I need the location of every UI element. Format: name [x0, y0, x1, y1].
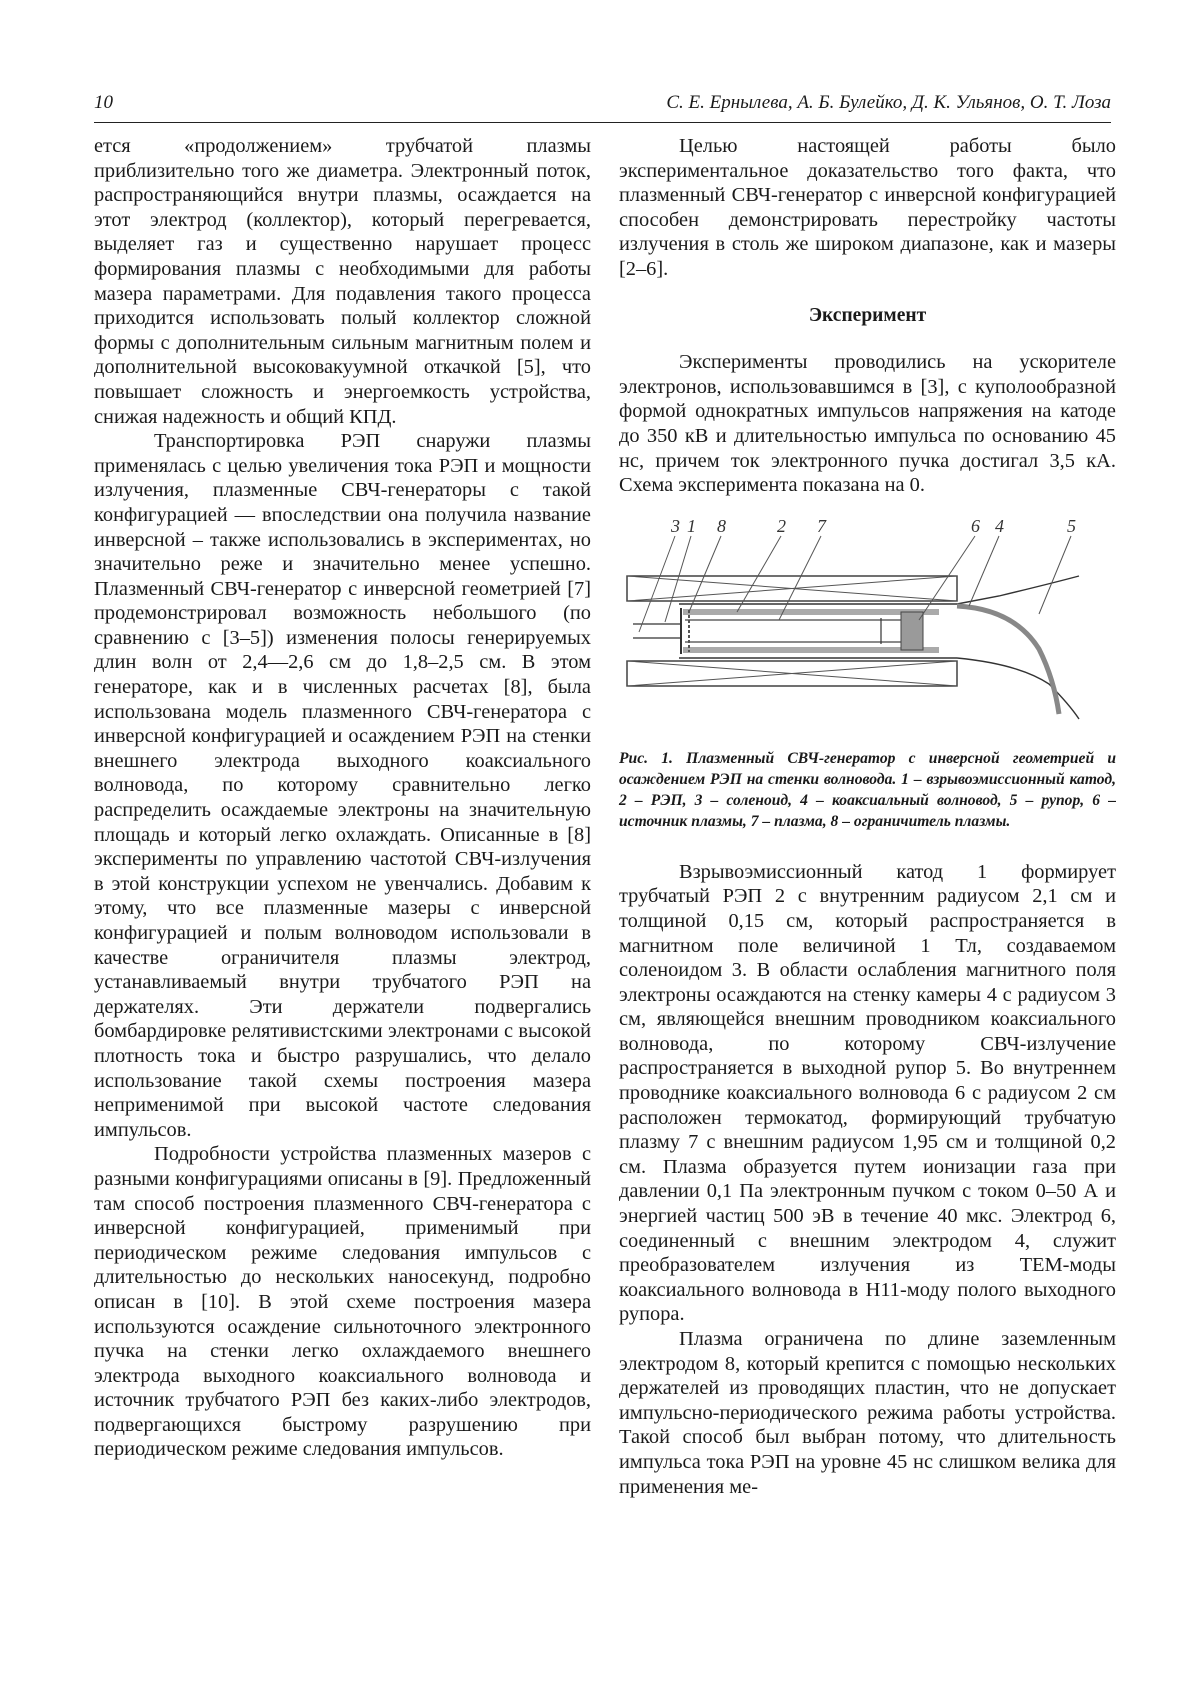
- figure-label: 5: [1067, 516, 1076, 536]
- plasma-source: [901, 612, 923, 650]
- paragraph: Эксперименты проводились на ускорителе электронов, использовавшимся в [3], с куполообразной формой однократных импульсов напряжения на катоде до 350 кВ и длительностью импульса по основанию 45 нс, причем ток электронного пучка достигал 3,5 кА. Схема эксперимента показана на 0.: [619, 350, 1116, 498]
- left-column: [94, 134, 591, 1462]
- paragraph: Подробности устройства плазменных мазеров с разными конфигурациями описаны в [9]. Предложенный там способ построения плазменного СВЧ-генератора с инверсной конфигурацией, применимый при периодическом режиме следования импульсов с длительностью до нескольких наносекунд, подробно описан в [10]. В этой схеме построения мазера используются осаждение сильноточного электронного пучка на стенки легко охлаждаемого внешнего электрода выходного коаксиального волновода и источник трубчатого РЭП без каких-либо электродов, подвергающихся быстрому разрушению при периодическом режиме следования импульсов.: [94, 1142, 591, 1462]
- right-column: [619, 134, 1116, 1499]
- figure-label: 2: [777, 516, 786, 536]
- page-number: 10: [94, 92, 113, 114]
- page-header: [94, 88, 1111, 123]
- figure-label: 7: [817, 516, 827, 536]
- figure-label: 4: [995, 516, 1004, 536]
- paragraph: Целью настоящей работы было экспериментальное доказательство того факта, что плазменный СВЧ-генератор с инверсной конфигурацией способен демонстрировать перестройку частоты излучения в столь же широком диапазоне, как и мазеры [2–6].: [619, 134, 1116, 282]
- horn-top-edge: [957, 576, 1079, 604]
- figure-label: 3: [670, 516, 680, 536]
- leader-line: [639, 536, 675, 632]
- paragraph: Взрывоэмиссионный катод 1 формирует трубчатый РЭП 2 с внутренним радиусом 2,1 см и толщиной 0,15 см, который распространяется в магнитном поле величиной 1 Тл, создаваемом соленоидом 3. В области ослабления магнитного поля электроны осаждаются на стенку камеры 4 с радиусом 3 см, являющейся внешним проводником коаксиального волновода, по которому СВЧ-излучение распространяется в выходной рупор 5. Во внутреннем проводнике коаксиального волновода 6 с радиусом 2 см расположен термокатод, формирующий трубчатую плазму 7 с внешним радиусом 1,95 см и толщиной 0,2 см. Плазма образуется путем ионизации газа при давлении 0,1 Па электронным пучком с током 0–50 А и энергией частиц 500 эВ в течение 40 мкс. Электрод 6, соединенный с внешним электродом 4, служит преобразователем излучения из ТЕМ-моды коаксиального волновода в Н11-моду полого выходного рупора.: [619, 860, 1116, 1327]
- device-schematic: [619, 514, 1116, 738]
- figure-label: 1: [687, 516, 696, 536]
- paragraph: Транспортировка РЭП снаружи плазмы применялась с целью увеличения тока РЭП и мощности излучения, плазменные СВЧ-генераторы с такой конфигурацией — впоследствии она получила название инверсной – также использовались в экспериментах, но значительно реже и значительно менее успешно. Плазменный СВЧ-генератор с инверсной геометрией [7] продемонстрировал возможность небольшого (по сравнению с [3–5]) изменения полосы генерируемых длин волн от 2,4—2,6 см до 1,8–2,5 см. В этом генераторе, как и в численных расчетах [8], была использована модель плазменного СВЧ-генератора с инверсной конфигурацией и осаждением РЭП на стенки внешнего электрода выходного коаксиального волновода, по которому сравнительно легко распределить осаждаемые электроны на значительную площадь и который легко охлаждать. Описанные в [8] эксперименты по управлению частотой СВЧ-излучения в этой конструкции успехом не увенчались. Добавим к этому, что все плазменные мазеры с инверсной конфигурацией и полым волноводом использовали в качестве ограничителя плазмы электрод, устанавливаемый внутри трубчатого РЭП на держателях. Эти держатели подвергались бомбардировке релятивистскими электронами с высокой плотность тока и быстро разрушались, что делало использование такой схемы построения мазера неприменимой при высокой частоте следования импульсов.: [94, 429, 591, 1142]
- leader-line: [779, 536, 821, 620]
- figure-label: 6: [971, 516, 980, 536]
- running-head: С. Е. Ернылева, А. Б. Булейко, Д. К. Ульянов, О. Т. Лоза: [666, 92, 1111, 114]
- figure-label: 8: [717, 516, 726, 536]
- figure-1: [619, 514, 1116, 738]
- section-heading: Эксперимент: [619, 304, 1116, 329]
- paragraph: Плазма ограничена по длине заземленным электродом 8, который крепится с помощью нескольких держателей из проводящих пластин, что не допускает импульсно-периодического режима работы устройства. Такой способ был выбран потому, что длительность импульса тока РЭП на уровне 45 нс слишком велика для применения ме-: [619, 1327, 1116, 1499]
- leader-line: [969, 536, 999, 606]
- leader-line: [1039, 536, 1071, 614]
- paragraph: ется «продолжением» трубчатой плазмы приблизительно того же диаметра. Электронный поток, распространяющийся внутри плазмы, осаждается на этот электрод (коллектор), который перегревается, выделяет газ и существенно нарушает процесс формирования плазмы с необходимыми для работы мазера параметрами. Для подавления такого процесса приходится использовать полый коллектор сложной формы с дополнительным сильным магнитным полем и дополнительной высоковакуумной откачкой [5], что повышает сложность и энергоемкость устройства, снижая надежность и общий КПД.: [94, 134, 591, 429]
- figure-caption: Рис. 1. Плазменный СВЧ-генератор с инверсной геометрией и осаждением РЭП на стенки волновода. 1 – взрывоэмиссионный катод, 2 – РЭП, 3 – соленоид, 4 – коаксиальный волновод, 5 – рупор, 6 – источник плазмы, 7 – плазма, 8 – ограничитель плазмы.: [619, 748, 1116, 832]
